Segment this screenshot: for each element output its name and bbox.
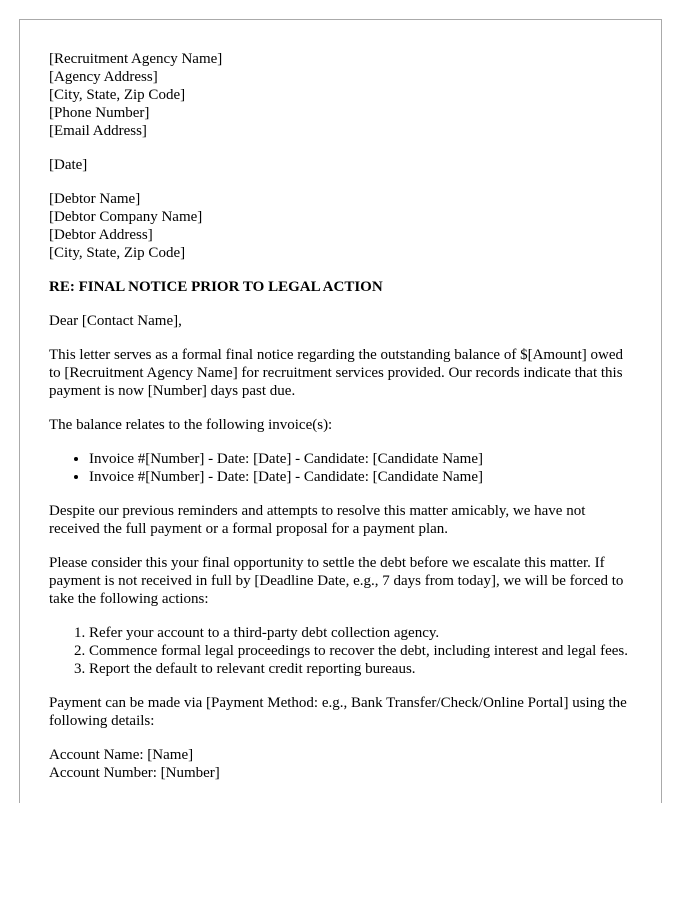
letter-page [19, 19, 662, 803]
invoice-item: • Invoice #[Number] - Date: [Date] - Candidate: [Candidate Name] [89, 450, 634, 468]
account-number: Account Number: [Number] [49, 765, 220, 781]
sender-email: [Email Address] [49, 123, 147, 139]
recipient-name: [Debtor Name] [49, 191, 141, 207]
recipient-city-state-zip: [City, State, Zip Code] [49, 245, 186, 261]
sender-address: [Agency Address] [49, 69, 158, 85]
invoice-list [49, 450, 634, 486]
sender-phone: [Phone Number] [49, 105, 150, 121]
sender-city-state-zip: [City, State, Zip Code] [49, 87, 186, 103]
recipient-address: [Debtor Address] [49, 227, 153, 243]
intro-paragraph: This letter serves as a formal final notice regarding the outstanding balance of $[Amount] owed to [Recruitment Agency Name] for recruitment services provided. Our records indicate that this payment is now [Number] days past due. [49, 347, 623, 399]
salutation: Dear [Contact Name], [49, 313, 182, 329]
sender-block [49, 50, 634, 140]
sender-agency-name: [Recruitment Agency Name] [49, 51, 223, 67]
recipient-block [49, 190, 634, 262]
recipient-company: [Debtor Company Name] [49, 209, 203, 225]
final-opportunity-paragraph: Please consider this your final opportunity to settle the debt before we escalate this matter. If payment is not received in full by [Deadline Date, e.g., 7 days from today], we will be forced to take the following actions: [49, 555, 624, 607]
payment-details [49, 746, 634, 782]
invoices-intro-paragraph: The balance relates to the following invoice(s): [49, 417, 333, 433]
action-item: 2. Commence formal legal proceedings to recover the debt, including interest and legal fees. [89, 642, 634, 660]
account-name: Account Name: [Name] [49, 747, 194, 763]
letter-content [49, 50, 634, 782]
action-list [49, 624, 634, 678]
invoice-item: • Invoice #[Number] - Date: [Date] - Candidate: [Candidate Name] [89, 468, 634, 486]
action-item: 3. Report the default to relevant credit reporting bureaus. [89, 660, 634, 678]
subject-line: RE: FINAL NOTICE PRIOR TO LEGAL ACTION [49, 279, 383, 295]
reminders-paragraph: Despite our previous reminders and attempts to resolve this matter amicably, we have not received the full payment or a formal proposal for a payment plan. [49, 503, 586, 537]
letter-date: [Date] [49, 157, 88, 173]
action-item: 1. Refer your account to a third-party debt collection agency. [89, 624, 634, 642]
payment-method-paragraph: Payment can be made via [Payment Method: e.g., Bank Transfer/Check/Online Portal] using the following details: [49, 695, 627, 729]
